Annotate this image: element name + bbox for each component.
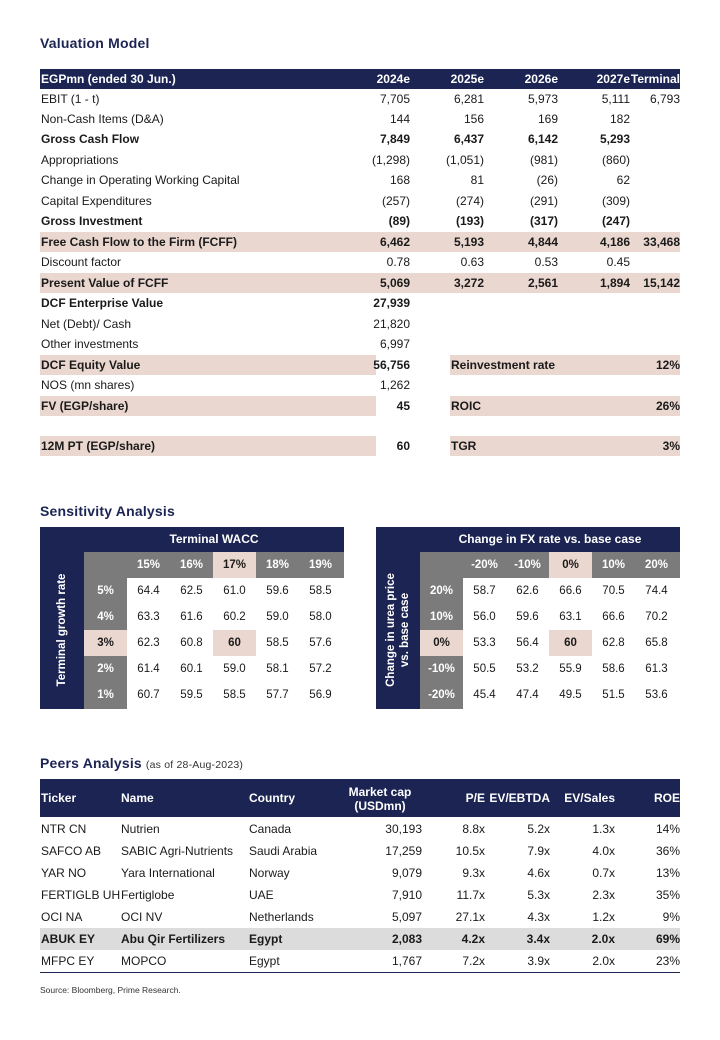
peers-cell: 13% <box>655 866 680 880</box>
row-value: 81 <box>470 173 484 187</box>
peers-cell: 5,097 <box>391 910 422 924</box>
valuation-row <box>40 109 680 129</box>
sens-row-header: 5% <box>84 578 127 604</box>
peers-cell: 23% <box>655 954 680 968</box>
peers-cell: OCI NV <box>121 910 163 924</box>
peers-col-header: EV/EBTDA <box>489 791 550 805</box>
peers-cell: 4.3x <box>527 910 550 924</box>
sens-value-cell: 56.0 <box>473 611 496 623</box>
row-label: Net (Debt)/ Cash <box>41 317 132 331</box>
peers-subtitle: (as of 28-Aug-2023) <box>145 759 244 771</box>
sens-value-cell: 60.7 <box>137 689 160 701</box>
sens-value-cell: 51.5 <box>602 689 625 701</box>
sens-value-cell: 57.2 <box>309 663 332 675</box>
row-label: DCF Equity Value <box>41 358 141 372</box>
peers-cell: Netherlands <box>249 910 314 924</box>
sens-row-header: 20% <box>420 578 463 604</box>
sens-value-cell: 56.9 <box>309 689 332 701</box>
sens-col-header: 20% <box>635 552 678 578</box>
row-value: 144 <box>389 112 410 126</box>
sens-row-header: 10% <box>420 604 463 630</box>
valuation-row <box>40 170 680 190</box>
sens-value-cell: 49.5 <box>559 689 582 701</box>
sens-value-cell: 60 <box>213 630 256 656</box>
sens-col-header: -10% <box>506 552 549 578</box>
sens-value-cell: 59.0 <box>266 611 289 623</box>
sens-value-cell: 60.2 <box>223 611 246 623</box>
valuation-row <box>40 293 680 313</box>
peers-cell: 7.2x <box>462 954 485 968</box>
sens-side-label-line: Change in urea price <box>385 573 397 687</box>
peers-cell: 4.6x <box>527 866 550 880</box>
peers-title-text: Peers Analysis <box>40 755 142 771</box>
sens-value-cell: 58.5 <box>223 689 246 701</box>
row-value: 7,705 <box>379 92 410 106</box>
sens-row-header: 2% <box>84 656 127 682</box>
row-value: 0.45 <box>606 255 630 269</box>
valuation-row <box>40 232 680 252</box>
row-value: 1,894 <box>599 276 630 290</box>
peers-row <box>40 818 680 840</box>
sensitivity-title: Sensitivity Analysis <box>40 503 175 519</box>
side-metric-value: 26% <box>655 399 680 413</box>
row-value: 0.53 <box>534 255 558 269</box>
peers-cell: MFPC EY <box>41 954 95 968</box>
sens-value-cell: 70.5 <box>602 585 625 597</box>
side-metric-label: ROIC <box>451 399 481 413</box>
peers-cell: 11.7x <box>456 888 485 902</box>
row-value: 6,281 <box>453 92 484 106</box>
peers-bottom-rule <box>40 972 680 973</box>
row-value: (26) <box>536 173 558 187</box>
sensitivity-right-table <box>376 527 680 709</box>
peers-cell: MOPCO <box>121 954 167 968</box>
sens-value-cell: 59.6 <box>516 611 539 623</box>
peers-col-header-mcap <box>335 785 425 813</box>
row-value: (317) <box>529 214 558 228</box>
row-value: (257) <box>381 194 410 208</box>
valuation-year-header: 2025e <box>450 72 484 86</box>
sens-value-cell: 58.6 <box>602 663 625 675</box>
sens-side-label-line: vs. base case <box>399 592 411 668</box>
row-value: (291) <box>529 194 558 208</box>
peers-cell: Fertiglobe <box>121 888 175 902</box>
peers-col-header: ROE <box>653 791 680 805</box>
peers-row <box>40 840 680 862</box>
peers-cell: 4.0x <box>592 844 615 858</box>
row-label: EBIT (1 - t) <box>41 92 100 106</box>
peers-cell: 27.1x <box>455 910 485 924</box>
mcap-line: Market cap <box>348 785 412 799</box>
sens-value-cell: 59.0 <box>223 663 246 675</box>
peers-cell: OCI NA <box>41 910 83 924</box>
row-value: (309) <box>601 194 630 208</box>
sens-value-cell: 63.1 <box>559 611 582 623</box>
peers-cell: 17,259 <box>385 844 422 858</box>
row-value: 0.63 <box>460 255 484 269</box>
valuation-year-header: Terminal <box>630 72 680 86</box>
row-label: Present Value of FCFF <box>41 276 169 290</box>
peers-cell: 3.9x <box>527 954 550 968</box>
valuation-row <box>40 375 680 395</box>
row-label: Other investments <box>41 337 139 351</box>
sens-value-cell: 58.7 <box>473 585 496 597</box>
peers-col-header: P/E <box>465 791 485 805</box>
row-value: 6,793 <box>649 92 680 106</box>
sens-col-header: 18% <box>256 552 299 578</box>
peers-cell: 7.9x <box>527 844 550 858</box>
peers-cell: 9% <box>662 910 680 924</box>
peers-cell: ABUK EY <box>41 932 96 946</box>
valuation-row <box>40 211 680 231</box>
peers-cell: 8.8x <box>462 822 485 836</box>
source-note: Source: Bloomberg, Prime Research. <box>40 985 181 995</box>
sens-value-cell: 64.4 <box>137 585 160 597</box>
peers-cell: 2,083 <box>391 932 422 946</box>
peers-cell: UAE <box>249 888 274 902</box>
row-value: 6,462 <box>379 235 410 249</box>
side-metric-row <box>40 396 680 416</box>
sens-value-cell: 59.6 <box>266 585 289 597</box>
row-value: 5,973 <box>527 92 558 106</box>
sens-col-header: 16% <box>170 552 213 578</box>
row-value: 4,844 <box>527 235 558 249</box>
peers-row <box>40 950 680 972</box>
peers-row <box>40 928 680 950</box>
row-value: 45 <box>396 399 410 413</box>
row-value: 156 <box>463 112 484 126</box>
row-value: 5,111 <box>601 92 630 106</box>
row-value: 2,561 <box>527 276 558 290</box>
side-metric-label: Reinvestment rate <box>451 358 556 372</box>
valuation-row <box>40 89 680 109</box>
side-metric-row <box>40 436 680 456</box>
row-value: 168 <box>389 173 410 187</box>
row-value: 33,468 <box>643 235 680 249</box>
peers-col-header: EV/Sales <box>564 791 615 805</box>
row-value: (247) <box>601 214 630 228</box>
row-value: 182 <box>609 112 630 126</box>
row-label: Gross Cash Flow <box>41 132 140 146</box>
valuation-row <box>40 252 680 272</box>
side-metric-label: TGR <box>451 439 477 453</box>
sens-value-cell: 59.5 <box>180 689 203 701</box>
sens-side-label-text: Terminal growth rate <box>56 573 68 687</box>
peers-cell: Canada <box>249 822 292 836</box>
row-value: 169 <box>537 112 558 126</box>
row-label: Appropriations <box>41 153 119 167</box>
sens-value-cell: 74.4 <box>645 585 668 597</box>
sens-value-cell: 53.6 <box>645 689 668 701</box>
row-label: 12M PT (EGP/share) <box>41 439 156 453</box>
row-value: 62 <box>616 173 630 187</box>
peers-cell: YAR NO <box>41 866 87 880</box>
peers-cell: 1,767 <box>391 954 422 968</box>
row-value: (89) <box>388 214 410 228</box>
peers-cell: SAFCO AB <box>41 844 102 858</box>
sens-value-cell: 61.3 <box>645 663 668 675</box>
sens-col-header: 10% <box>592 552 635 578</box>
peers-cell: Norway <box>249 866 290 880</box>
peers-col-header: Name <box>121 791 154 805</box>
peers-cell: Nutrien <box>121 822 160 836</box>
peers-cell: 36% <box>655 844 680 858</box>
row-value: 1,262 <box>379 378 410 392</box>
row-value: 3,272 <box>453 276 484 290</box>
sens-col-header: 17% <box>213 552 256 578</box>
sens-col-header: -20% <box>463 552 506 578</box>
row-value: 21,820 <box>373 317 410 331</box>
sens-value-cell: 61.4 <box>137 663 160 675</box>
row-label: NOS (mn shares) <box>41 378 135 392</box>
sens-value-cell: 45.4 <box>473 689 496 701</box>
peers-cell: 0.7x <box>592 866 615 880</box>
row-value: 6,142 <box>527 132 558 146</box>
row-value: (1,298) <box>371 153 410 167</box>
sens-value-cell: 65.8 <box>645 637 668 649</box>
sens-value-cell: 58.5 <box>266 637 289 649</box>
sens-col-header: 15% <box>127 552 170 578</box>
peers-cell: 4.2x <box>461 932 485 946</box>
side-metric-value: 12% <box>655 358 680 372</box>
peers-col-header: Ticker <box>41 791 77 805</box>
row-value: 6,997 <box>379 337 410 351</box>
peers-cell: 30,193 <box>385 822 422 836</box>
row-label: DCF Enterprise Value <box>41 296 164 310</box>
sens-row-header: 1% <box>84 682 127 708</box>
row-value: 15,142 <box>643 276 680 290</box>
peers-cell: Abu Qir Fertilizers <box>121 932 226 946</box>
peers-cell: Yara International <box>121 866 215 880</box>
peers-cell: Saudi Arabia <box>249 844 318 858</box>
peers-cell: NTR CN <box>41 822 87 836</box>
row-value: (193) <box>455 214 484 228</box>
valuation-header-row <box>40 69 680 89</box>
sens-value-cell: 50.5 <box>473 663 496 675</box>
sens-row-header: -10% <box>420 656 463 682</box>
sens-top-label: Terminal WACC <box>169 532 259 546</box>
peers-cell: 35% <box>655 888 680 902</box>
sens-value-cell: 61.0 <box>223 585 246 597</box>
valuation-title: Valuation Model <box>40 35 150 51</box>
peers-cell: 14% <box>655 822 680 836</box>
valuation-row <box>40 314 680 334</box>
peers-cell: 9,079 <box>391 866 422 880</box>
peers-cell: 10.5x <box>455 844 485 858</box>
peers-cell: 5.3x <box>527 888 550 902</box>
peers-title <box>40 755 243 771</box>
sens-top-label: Change in FX rate vs. base case <box>458 532 642 546</box>
peers-row <box>40 906 680 928</box>
valuation-row <box>40 129 680 149</box>
row-label: Free Cash Flow to the Firm (FCFF) <box>41 235 238 249</box>
peers-row <box>40 862 680 884</box>
sens-value-cell: 47.4 <box>516 689 539 701</box>
row-label: Change in Operating Working Capital <box>41 173 240 187</box>
mcap-line: (USDmn) <box>354 799 406 813</box>
sens-row-header: 0% <box>420 630 463 656</box>
valuation-year-header: 2027e <box>596 72 630 86</box>
peers-cell: 5.2x <box>527 822 550 836</box>
valuation-year-header: 2026e <box>524 72 558 86</box>
peers-cell: 7,910 <box>391 888 422 902</box>
sens-col-header: 0% <box>549 552 592 578</box>
sens-value-cell: 58.5 <box>309 585 332 597</box>
sens-side-label <box>40 552 84 709</box>
valuation-row <box>40 191 680 211</box>
row-value: (1,051) <box>445 153 484 167</box>
sens-value-cell: 58.0 <box>309 611 332 623</box>
peers-col-header: Country <box>249 791 295 805</box>
row-value: (274) <box>455 194 484 208</box>
peers-cell: 69% <box>655 932 680 946</box>
sens-value-cell: 57.6 <box>309 637 332 649</box>
sens-row-header: 4% <box>84 604 127 630</box>
sens-value-cell: 53.2 <box>516 663 539 675</box>
row-label: Gross Investment <box>41 214 143 228</box>
valuation-year-header: 2024e <box>376 72 410 86</box>
peers-cell: SABIC Agri-Nutrients <box>121 844 234 858</box>
row-value: 7,849 <box>379 132 410 146</box>
peers-cell: Egypt <box>249 932 283 946</box>
peers-cell: 1.2x <box>592 910 615 924</box>
sens-value-cell: 66.6 <box>559 585 582 597</box>
row-value: 6,437 <box>453 132 484 146</box>
sens-value-cell: 70.2 <box>645 611 668 623</box>
valuation-header-label: EGPmn (ended 30 Jun.) <box>41 72 176 86</box>
sens-value-cell: 61.6 <box>180 611 203 623</box>
sens-value-cell: 62.8 <box>602 637 625 649</box>
sens-value-cell: 60.8 <box>180 637 203 649</box>
row-value: 0.78 <box>386 255 410 269</box>
peers-cell: 3.4x <box>526 932 550 946</box>
sens-value-cell: 56.4 <box>516 637 539 649</box>
row-value: 27,939 <box>373 296 410 310</box>
row-label: Capital Expenditures <box>41 194 152 208</box>
peers-cell: 2.0x <box>591 932 615 946</box>
sens-col-header: 19% <box>299 552 342 578</box>
sensitivity-left-table <box>40 527 344 709</box>
valuation-table <box>40 69 680 459</box>
valuation-row <box>40 334 680 354</box>
peers-row <box>40 884 680 906</box>
sens-row-header: 3% <box>84 630 127 656</box>
peers-cell: 1.3x <box>592 822 615 836</box>
row-label: Discount factor <box>41 255 122 269</box>
sens-value-cell: 62.3 <box>137 637 160 649</box>
row-value: 60 <box>396 439 410 453</box>
row-value: 5,069 <box>379 276 410 290</box>
peers-cell: 2.0x <box>592 954 615 968</box>
sens-value-cell: 55.9 <box>559 663 582 675</box>
row-value: 56,756 <box>373 358 410 372</box>
peers-cell: FERTIGLB UH <box>41 888 121 902</box>
valuation-row <box>40 273 680 293</box>
sens-value-cell: 63.3 <box>137 611 160 623</box>
sens-side-label <box>376 552 420 709</box>
valuation-row <box>40 150 680 170</box>
peers-cell: Egypt <box>249 954 280 968</box>
sens-row-header: -20% <box>420 682 463 708</box>
row-value: 4,186 <box>599 235 630 249</box>
sens-value-cell: 60.1 <box>180 663 203 675</box>
peers-cell: 9.3x <box>462 866 485 880</box>
sens-value-cell: 66.6 <box>602 611 625 623</box>
row-value: (860) <box>601 153 630 167</box>
sens-value-cell: 58.1 <box>266 663 289 675</box>
sens-value-cell: 53.3 <box>473 637 496 649</box>
row-value: 5,193 <box>453 235 484 249</box>
row-label: FV (EGP/share) <box>41 399 129 413</box>
sens-value-cell: 60 <box>549 630 592 656</box>
peers-cell: 2.3x <box>592 888 615 902</box>
row-label: Non-Cash Items (D&A) <box>41 112 164 126</box>
side-metric-row <box>40 355 680 375</box>
sens-value-cell: 62.6 <box>516 585 539 597</box>
sens-value-cell: 62.5 <box>180 585 203 597</box>
side-metric-value: 3% <box>662 439 680 453</box>
row-value: 5,293 <box>599 132 630 146</box>
sens-value-cell: 57.7 <box>266 689 289 701</box>
row-value: (981) <box>529 153 558 167</box>
